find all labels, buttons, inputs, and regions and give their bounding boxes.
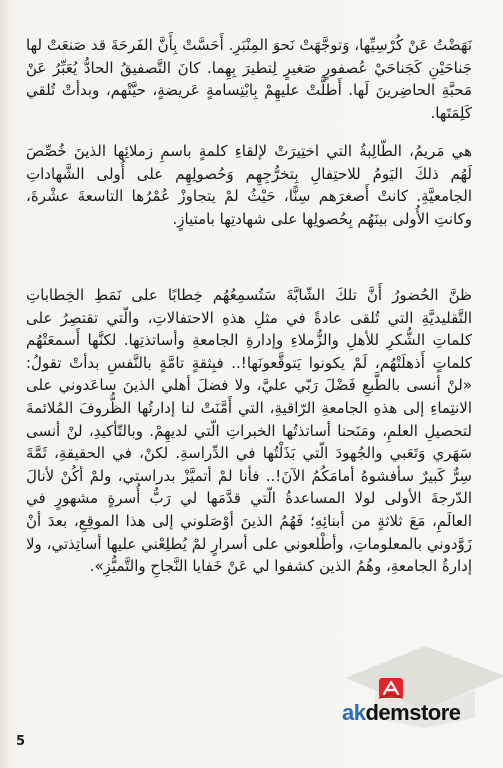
brand-part-2: demstore (365, 700, 461, 725)
akdemstore-watermark (342, 700, 461, 726)
page-number: 5 (16, 734, 26, 749)
paragraph-2: هي مَريمُ، الطّالِبةُ التي اختِيرَتْ لإلقاءِ كلمةٍ باسمِ زملائِها الذينَ خُصِّصَ لَهُم ذلكَ اليَومُ للاحتِفالِ بِتخرُّجِهِم وَحُصولِهِم على أُولى الشَّهاداتِ الجامعيَّةِ. كانتْ أَصغرَهم سِنًّا، حَيْثُ لمْ يتجاوزْ عُمْرُها التاسعةَ عشْرةَ، وكانتِ الأُولى بينَهُم بِحُصولِها على شهادتِها بامتيازٍ. (26, 142, 472, 228)
akdemstore-logo-icon (377, 674, 405, 702)
paragraph-1: نَهَضْتُ عَنْ كُرْسِيِّها، وَتوجَّهَتْ نَحوَ المِنْبَرِ. أَحَسَّتْ بِأَنَّ الفَرحَةَ قد صَنعَتْ لها جَناحَيْنِ كَجَناحَيْ عُصفورٍ صَغيرٍ لِتطيرَ بِهِما. كانَ التَّصفيقُ الحادُّ يُعَبِّرُ عَنْ مَحبَّةِ الحاضِرينَ لَها. أَطلَّتْ عليهِمْ بِابْتِسامةٍ عَريضةٍ، حيَّتْهم، وبدأتْ تُلقي كَلِمَتَها. (26, 36, 472, 122)
paragraph-3: ظنَّ الحُضورُ أَنَّ تلكَ الشّابَّةَ سَتُسمِعُهُم خِطابًا على نَمَطِ الخِطاباتِ التَّقليديَّةِ التي تُلقى عادةً في مثلِ هذهِ الاحتفالاتِ، والّتي تقتصِرُ على كلماتِ الشُّكرِ للأهلِ والزُّملاءِ وإدارةِ الجامعةِ وأساتذتِها. لكنَّها أَسمعَتْهُم كلماتٍ أَذهلَتْهُم، لَمْ يكونوا يَتوقَّعونَها!.. فبِثقةٍ تامَّةٍ بالنَّفسِ بدأتْ تقولُ: «لنْ أنسى بالطَّبعِ فَضْلَ رَبّي عليَّ، ولا فضلَ أهلي الذينَ ساعَدوني على الانتِماءِ إلى هذهِ الجامعةِ الرّاقيةِ، التي أَمَّنَتْ لنا إدارتُها الظُّروفَ المُلائمةَ لتحصيلِ العلمِ، ومَنَحنا أساتذتُها الخبراتِ الّتي لديهِمْ. وبالتّأكيدِ، لنْ أنسى سَهَري وَتَعَبي والجُهودَ الّتي بَذَلْتُها في الدِّراسةِ. لكنْ، في الحقيقةِ، ثَمَّةَ سِرٌّ كَبيرٌ سأفشوهُ أمامَكُمُ الآنَ!.. فأنا لمْ أتميَّزْ بدراستي، ولمْ أكُنْ لأنالَ الدّرجةَ الأولى لولا المساعدةُ الّتي قدَّمَها لي رَبُّ أُسرةٍ مشهورٍ في العالَمِ، مَعَ ثلاثةٍ من أبنائِهِ؛ فَهُمُ الذينَ أوْصَلوني إلى هذا الموقِعِ، بعدَ أنْ زَوَّدوني بالمعلوماتِ، وأطْلعوني على أسرارٍ لمْ يُطلِعْني عليها أساتِذتي، ولا إدارةُ الجامعةِ، وهُمُ الذين كشفوا لي عَنْ خَفايا النَّجاحِ والتَّميُّزِ». (26, 286, 472, 576)
brand-part-1: ak (342, 700, 366, 725)
